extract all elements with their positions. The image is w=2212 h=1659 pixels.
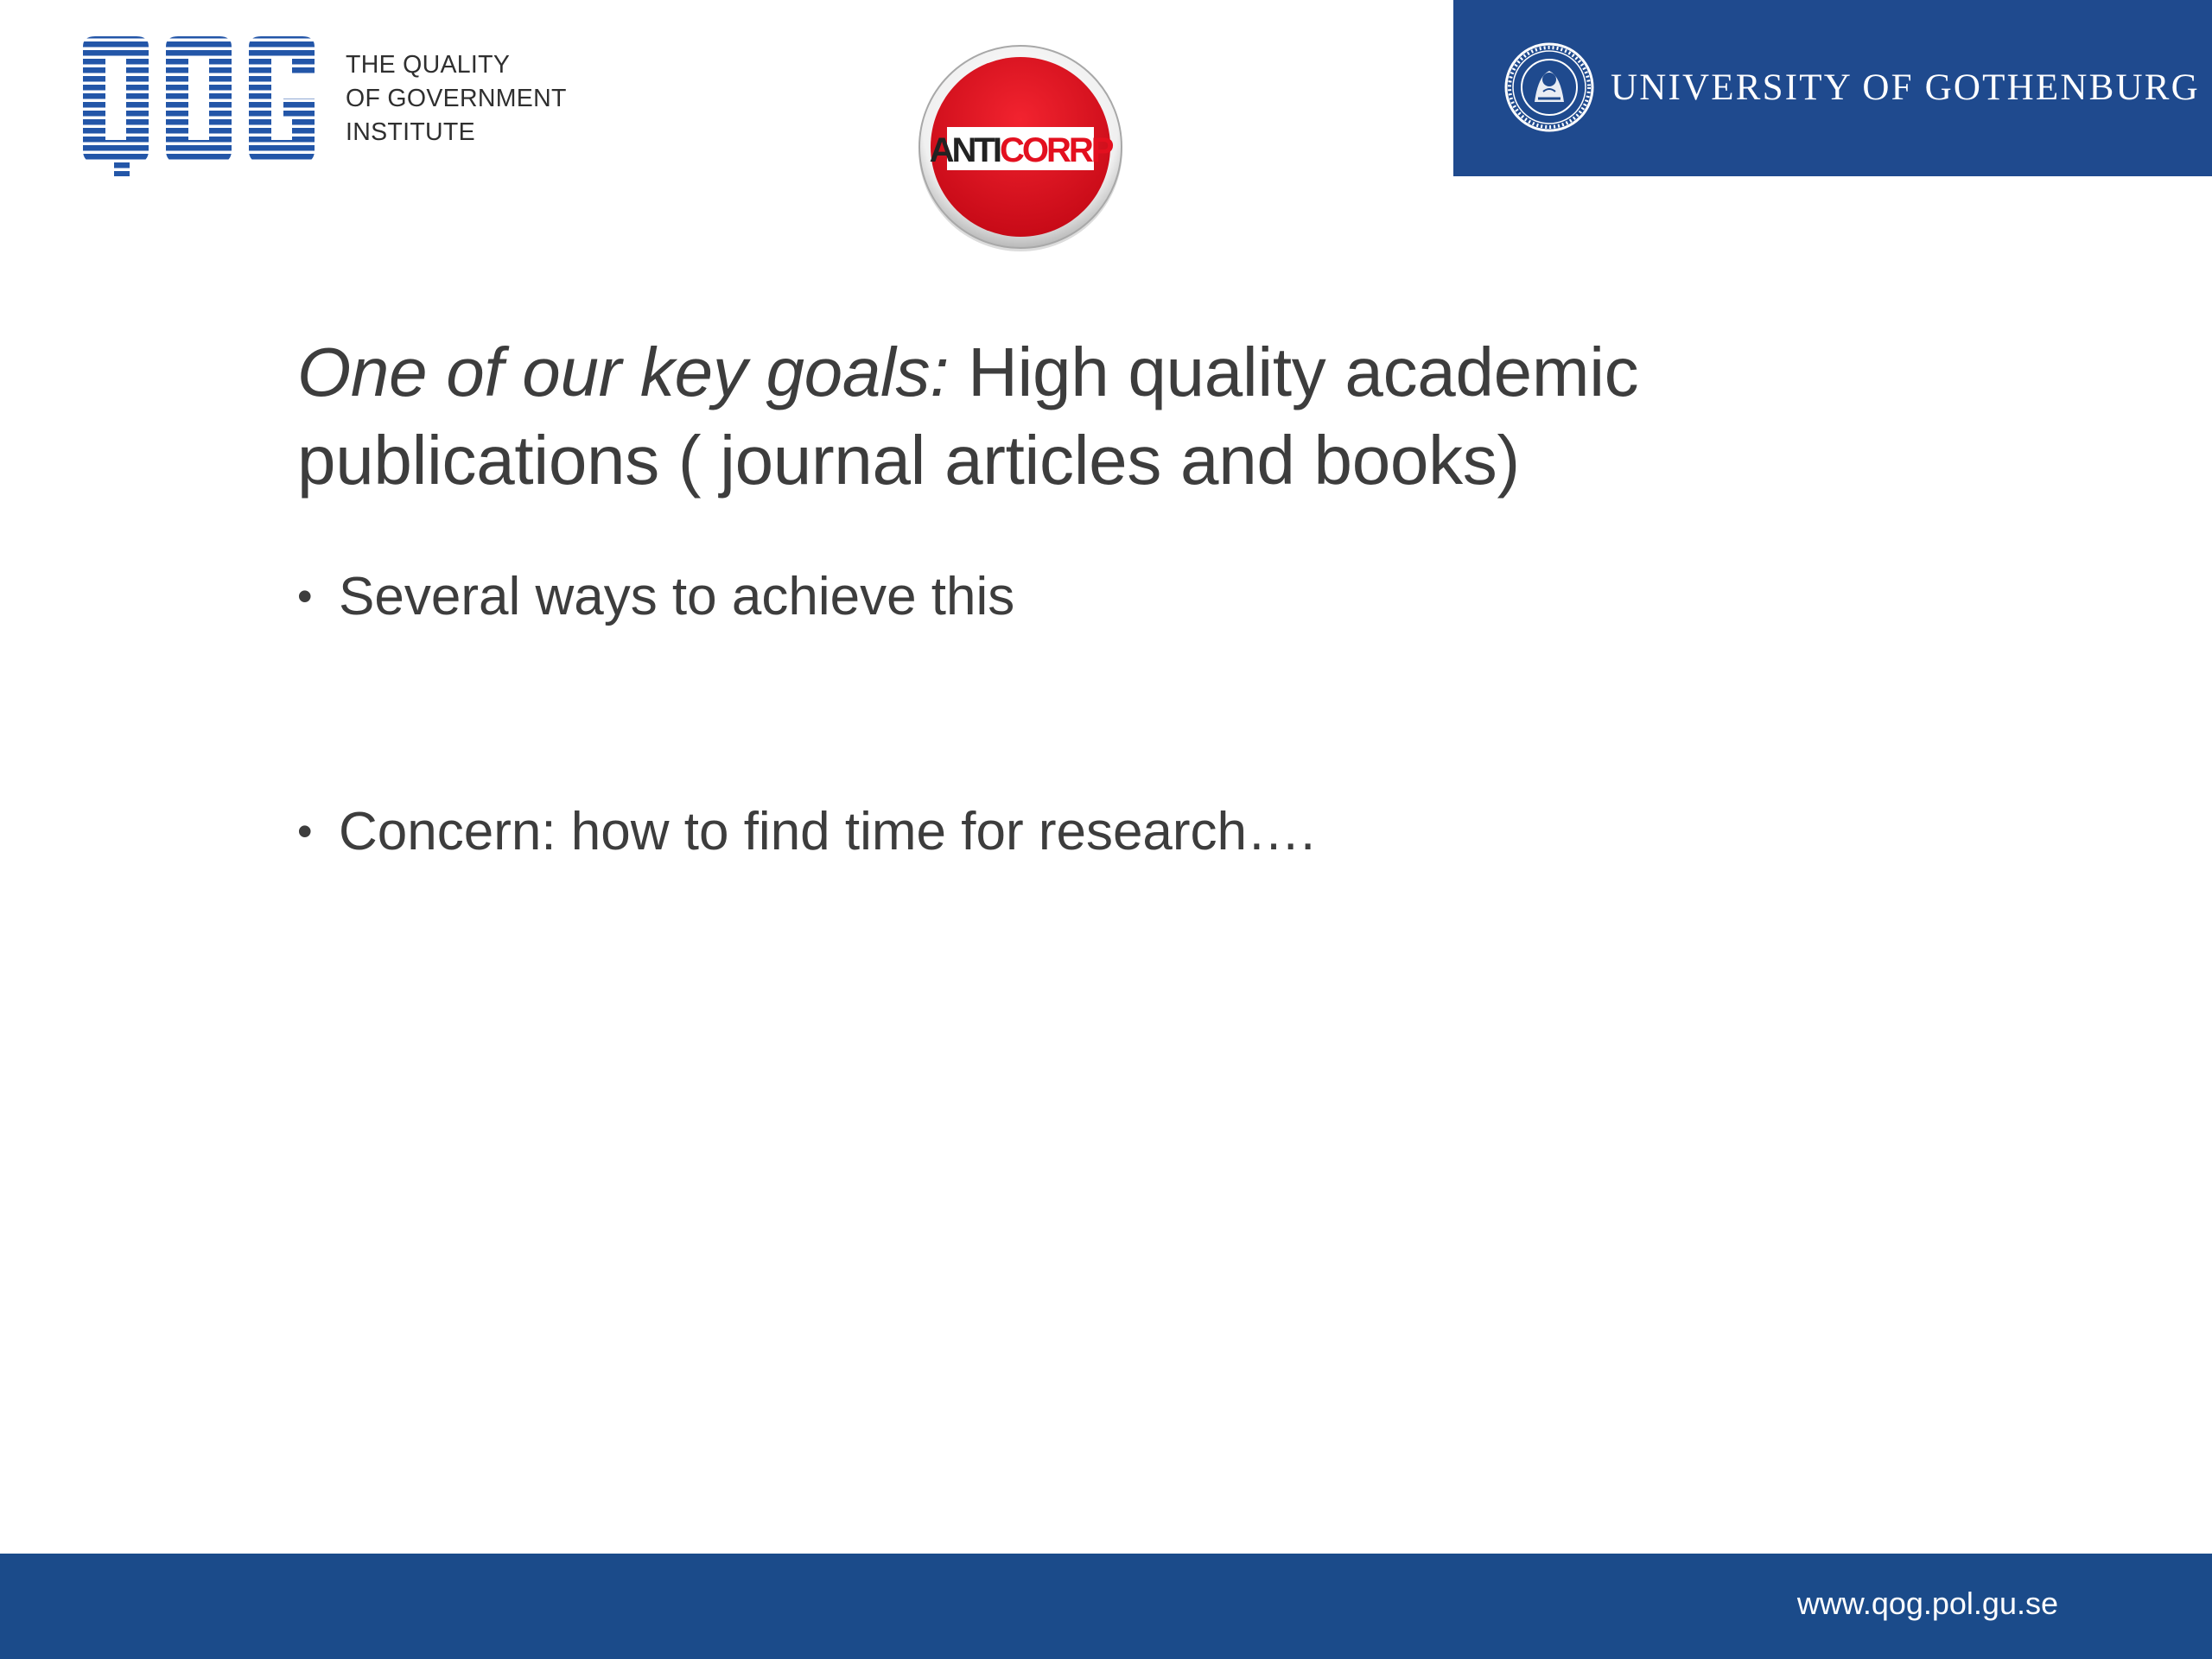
bullet-text: Concern: how to find time for research…. [339,802,1316,861]
qog-tagline-line-1: THE QUALITY [346,51,511,79]
bullet-item [297,797,1315,867]
anticorrp-badge-logo [916,43,1125,252]
qog-logo [76,33,594,180]
anticorrp-badge-text: ANTICORRP [929,131,1112,169]
university-name: UNIVERSITY OF GOTHENBURG [1611,67,2200,108]
qog-tagline [346,48,567,149]
footer-url-link[interactable]: www.qog.pol.gu.se [1796,1586,2058,1621]
university-seal-icon [1503,41,1595,133]
university-header-banner [1453,0,2212,176]
slide-title-rest: High quality academic publications ( journal articles and books) [297,334,1639,499]
slide-title-italic: One of our key goals: [297,334,950,410]
slide-title [297,328,1818,505]
qog-tagline-line-2: OF GOVERNMENT [346,85,567,112]
qog-tagline-line-3: INSTITUTE [346,118,475,146]
qog-wordmark-logo [76,33,327,180]
bullet-dot-icon: • [297,807,313,855]
bullet-item [297,562,1014,632]
bullet-text: Several ways to achieve this [339,567,1015,626]
bullet-dot-icon: • [297,572,313,620]
footer-bar [0,1554,2212,1659]
